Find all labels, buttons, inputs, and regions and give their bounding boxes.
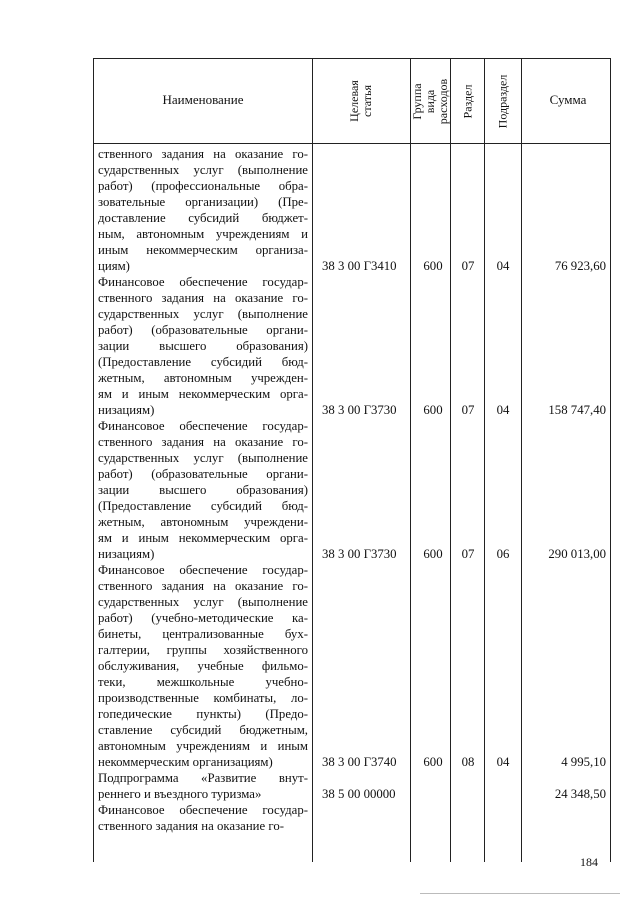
footer-rule (420, 893, 620, 894)
row-2-name-line: (Предоставление субсидий бюд- (98, 499, 308, 513)
row-3-name-line: галтерии, группы хозяйственного (98, 643, 308, 657)
row-0-name-line: ственного задания на оказание го- (98, 147, 308, 161)
column-divider-section (484, 58, 485, 862)
row-5-name-line: Финансовое обеспечение государ- (98, 803, 308, 817)
row-2-name-line: сударственных услуг (выполнение (98, 451, 308, 465)
page-number: 184 (580, 855, 598, 869)
row-4-code: 38 5 00 00000 (322, 787, 396, 801)
table-border-left (93, 58, 94, 862)
row-1-name-line: (Предоставление субсидий бюд- (98, 355, 308, 369)
column-divider-subsection (521, 58, 522, 862)
table-border-top (93, 58, 611, 59)
header-target: Целевая статья (347, 80, 374, 122)
row-3-name-line: теки, межшкольные учебно- (98, 675, 308, 689)
row-1-name-line: низациям) (98, 403, 155, 417)
row-2-name-line: Финансовое обеспечение государ- (98, 419, 308, 433)
header-section: Раздел (460, 84, 475, 118)
row-2-name-line: зации высшего образования) (98, 483, 308, 497)
header-sum: Сумма (549, 92, 587, 107)
row-2-group: 600 (423, 547, 443, 561)
row-1-sum: 158 747,40 (548, 403, 606, 417)
row-3-name-line: ставление субсидий бюджетным, (98, 723, 308, 737)
header-divider (93, 143, 611, 144)
row-4-sum: 24 348,50 (554, 787, 606, 801)
row-3-name-line: некоммерческим организациям) (98, 755, 273, 769)
row-0-name-line: ным, автономным учреждениям и (98, 227, 308, 241)
row-0-name-line: зовательные организации) (Пре- (98, 195, 308, 209)
row-3-section: 08 (461, 755, 475, 769)
row-0-name-line: работ) (профессиональные обра- (98, 179, 308, 193)
row-2-name-line: работ) (образовательные органи- (98, 467, 308, 481)
row-3-name-line: гопедические пункты) (Предо- (98, 707, 308, 721)
column-divider-target (410, 58, 411, 862)
row-3-name-line: бинеты, централизованные бух- (98, 627, 308, 641)
row-2-subsection: 06 (496, 547, 510, 561)
row-3-code: 38 3 00 Г3740 (322, 755, 397, 769)
header-subsection-cell (485, 60, 521, 142)
row-2-name-line: жетным, автономным учреждени- (98, 515, 308, 529)
header-group: Группа вида расходов (410, 78, 450, 124)
header-group-cell (411, 60, 450, 142)
row-1-name-line: ям и иным некоммерческим орга- (98, 387, 308, 401)
row-0-subsection: 04 (496, 259, 510, 273)
row-2-name-line: ственного задания на оказание го- (98, 435, 308, 449)
row-1-group: 600 (423, 403, 443, 417)
row-0-name-line: циям) (98, 259, 130, 273)
table-border-right (610, 58, 611, 862)
row-1-name-line: сударственных услуг (выполнение (98, 307, 308, 321)
row-4-name-line: реннего и въездного туризма» (98, 787, 262, 801)
row-5-name-line: ственного задания на оказание го- (98, 819, 284, 833)
row-3-subsection: 04 (496, 755, 510, 769)
row-3-name-line: производственные комбинаты, ло- (98, 691, 308, 705)
row-0-code: 38 3 00 Г3410 (322, 259, 397, 273)
header-subsection: Подраздел (495, 74, 510, 128)
row-2-section: 07 (461, 547, 475, 561)
column-divider-name (312, 58, 313, 862)
row-3-group: 600 (423, 755, 443, 769)
row-4-name-line: Подпрограмма «Развитие внут- (98, 771, 308, 785)
header-section-cell (451, 60, 484, 142)
row-3-name-line: работ) (учебно-методические ка- (98, 611, 308, 625)
row-0-name-line: доставление субсидий бюджет- (98, 211, 308, 225)
row-3-name-line: автономным учреждениям и иным (98, 739, 308, 753)
row-2-name-line: низациям) (98, 547, 155, 561)
header-name: Наименование (162, 92, 244, 107)
row-1-name-line: работ) (образовательные органи- (98, 323, 308, 337)
row-0-section: 07 (461, 259, 475, 273)
row-1-subsection: 04 (496, 403, 510, 417)
row-0-name-line: сударственных услуг (выполнение (98, 163, 308, 177)
row-3-name-line: сударственных услуг (выполнение (98, 595, 308, 609)
row-1-name-line: ственного задания на оказание го- (98, 291, 308, 305)
row-0-name-line: иным некоммерческим организа- (98, 243, 308, 257)
column-divider-group (450, 58, 451, 862)
row-1-name-line: зации высшего образования) (98, 339, 308, 353)
row-2-code: 38 3 00 Г3730 (322, 547, 397, 561)
row-0-group: 600 (423, 259, 443, 273)
row-3-name-line: Финансовое обеспечение государ- (98, 563, 308, 577)
row-2-sum: 290 013,00 (548, 547, 606, 561)
row-3-sum: 4 995,10 (561, 755, 606, 769)
row-3-name-line: обслуживания, учебные фильмо- (98, 659, 308, 673)
row-1-section: 07 (461, 403, 475, 417)
row-0-sum: 76 923,60 (554, 259, 606, 273)
header-target-cell (338, 60, 384, 142)
row-3-name-line: ственного задания на оказание го- (98, 579, 308, 593)
row-1-name-line: жетным, автономным учрежден- (98, 371, 308, 385)
row-2-name-line: ям и иным некоммерческим орга- (98, 531, 308, 545)
row-1-code: 38 3 00 Г3730 (322, 403, 397, 417)
row-1-name-line: Финансовое обеспечение государ- (98, 275, 308, 289)
